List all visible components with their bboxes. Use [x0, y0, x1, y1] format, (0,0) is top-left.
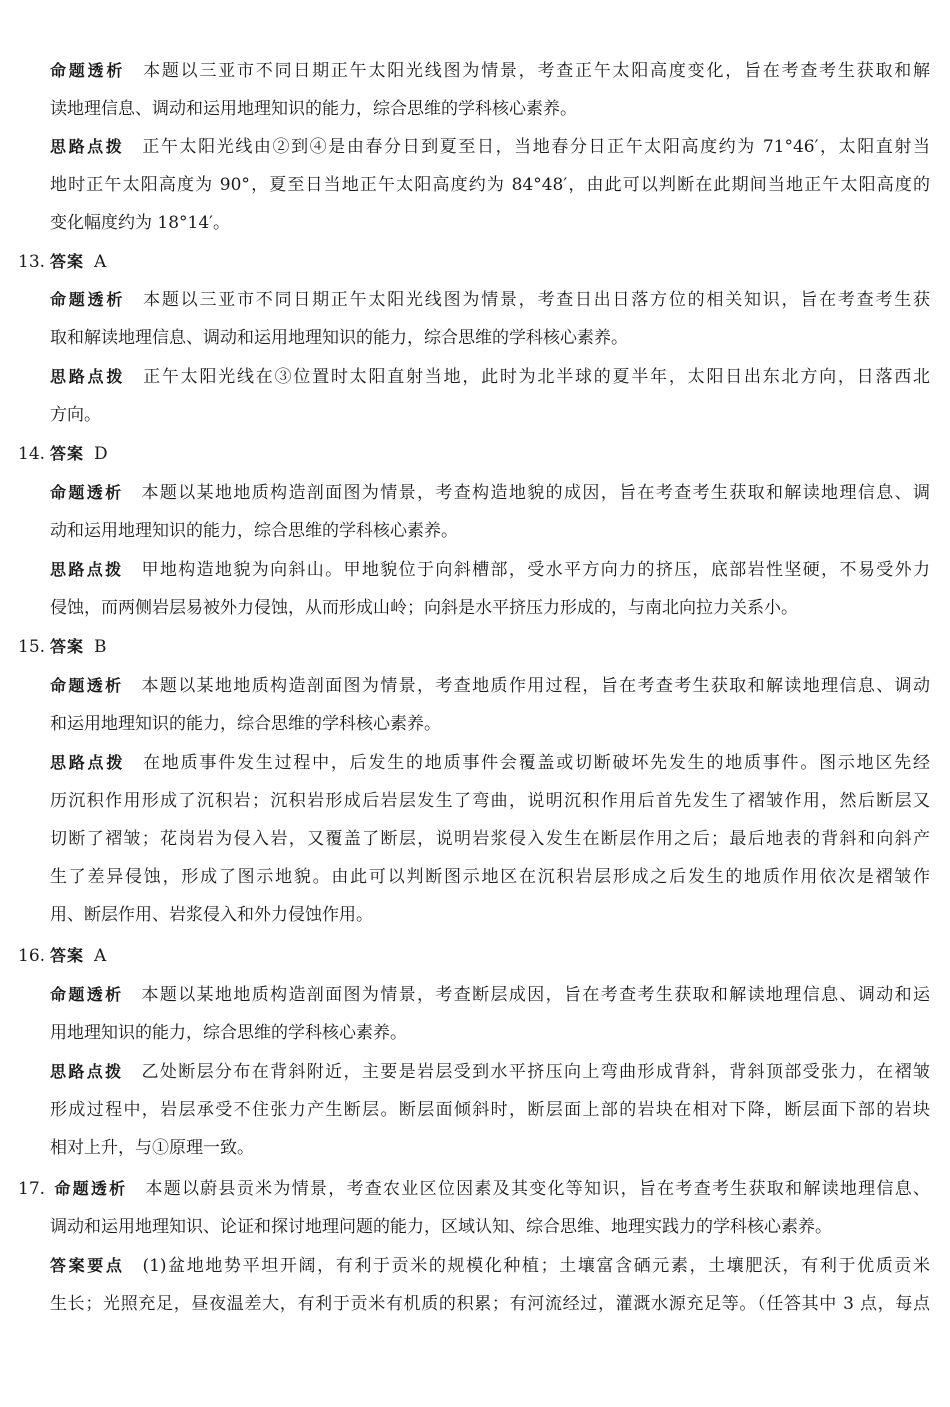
analysis-label: 命题透析 [50, 676, 124, 695]
analysis-label: 命题透析 [50, 61, 126, 80]
q16-analysis-line-2: 用地理知识的能力，综合思维的学科核心素养。 [50, 1023, 407, 1043]
question-number: 14. [18, 444, 46, 464]
question-number: 16. [18, 946, 46, 966]
q16-analysis-line-1: 命题透析 本题以某地地质构造剖面图为情景，考查断层成因，旨在考查考生获取和解读地理信息、调动和运 [50, 985, 930, 1005]
q17-analysis-line-2: 调动和运用地理知识、论证和探讨地理问题的能力，区域认知、综合思维、地理实践力的学科核心素养。 [50, 1217, 832, 1237]
answer-label: 答案 [50, 946, 85, 965]
q16-answer-line [0, 937, 950, 975]
q15-hint-line-2: 历沉积作用形成了沉积岩；沉积岩形成后岩层发生了弯曲，说明沉积作用后首先发生了褶皱作用，然后断层又 [50, 791, 930, 811]
q13-hint-line-1: 思路点拨 正午太阳光线在③位置时太阳直射当地，此时为北半球的夏半年，太阳日出东北方向，日落西北 [50, 367, 930, 387]
hint-label: 思路点拨 [50, 137, 125, 156]
q15-analysis-line-1: 命题透析 本题以某地地质构造剖面图为情景，考查地质作用过程，旨在考查考生获取和解读地理信息、调动 [50, 676, 930, 696]
q17-key-line-1: 答案要点 (1)盆地地势平坦开阔，有利于贡米的规模化种植；土壤富含硒元素，土壤肥沃，有利于优质贡米 [50, 1256, 930, 1276]
q12-hint-line-3: 变化幅度约为 18°14′。 [50, 213, 231, 233]
q14-answer-line [0, 435, 950, 473]
q15-hint-line-4: 生了差异侵蚀，形成了图示地貌。由此可以判断图示地区在沉积岩层形成之后发生的地质作用依次是褶皱作 [50, 867, 930, 887]
analysis-label: 命题透析 [50, 985, 124, 1004]
q13-hint-line-2: 方向。 [50, 405, 101, 425]
answer-label: 答案 [50, 444, 85, 463]
answer-letter: A [94, 252, 107, 272]
q17-analysis-line-1: 17. 命题透析 本题以蔚县贡米为情景，考查农业区位因素及其变化等知识，旨在考查考生获取和解读地理信息、 [18, 1179, 930, 1199]
q15-hint-line-1: 思路点拨 在地质事件发生过程中，后发生的地质事件会覆盖或切断破坏先发生的地质事件。图示地区先经 [50, 753, 930, 773]
q12-analysis-line-2: 读地理信息、调动和运用地理知识的能力，综合思维的学科核心素养。 [50, 99, 577, 119]
q14-hint-line-2: 侵蚀，而两侧岩层易被外力侵蚀，从而形成山岭；向斜是水平挤压力形成的，与南北向拉力关系小。 [50, 598, 798, 618]
q16-hint-line-1: 思路点拨 乙处断层分布在背斜附近，主要是岩层受到水平挤压向上弯曲形成背斜，背斜顶部受张力，在褶皱 [50, 1062, 930, 1082]
answer-letter: B [94, 637, 107, 657]
key-points-label: 答案要点 [50, 1256, 125, 1275]
q14-analysis-line-2: 动和运用地理知识的能力，综合思维的学科核心素养。 [50, 521, 458, 541]
q12-analysis-line-1: 命题透析 本题以三亚市不同日期正午太阳光线图为情景，考查正午太阳高度变化，旨在考查考生获取和解 [50, 61, 930, 81]
hint-label: 思路点拨 [50, 560, 124, 579]
analysis-label: 命题透析 [53, 1179, 128, 1198]
q14-hint-line-1: 思路点拨 甲地构造地貌为向斜山。甲地貌位于向斜槽部，受水平方向力的挤压，底部岩性坚硬，不易受外力 [50, 560, 930, 580]
q15-answer-line [0, 628, 950, 666]
q14-analysis-line-1: 命题透析 本题以某地地质构造剖面图为情景，考查构造地貌的成因，旨在考查考生获取和解读地理信息、调 [50, 483, 930, 503]
answer-label: 答案 [50, 252, 85, 271]
q12-hint-line-1: 思路点拨 正午太阳光线由②到④是由春分日到夏至日，当地春分日正午太阳高度约为 71°46′，太阳直射当 [50, 137, 930, 157]
analysis-label: 命题透析 [50, 483, 124, 502]
answer-letter: A [94, 946, 107, 966]
hint-label: 思路点拨 [50, 753, 126, 772]
question-number: 13. [18, 252, 46, 272]
q13-analysis-line-1: 命题透析 本题以三亚市不同日期正午太阳光线图为情景，考查日出日落方位的相关知识，旨在考查考生获 [50, 290, 930, 310]
q13-analysis-line-2: 取和解读地理信息、调动和运用地理知识的能力，综合思维的学科核心素养。 [50, 328, 628, 348]
q15-hint-line-5: 用、断层作用、岩浆侵入和外力侵蚀作用。 [50, 905, 373, 925]
analysis-label: 命题透析 [50, 290, 126, 309]
q16-hint-line-3: 相对上升，与①原理一致。 [50, 1138, 254, 1158]
q13-answer-line [0, 243, 950, 281]
q15-analysis-line-2: 和运用地理知识的能力，综合思维的学科核心素养。 [50, 714, 441, 734]
hint-label: 思路点拨 [50, 367, 126, 386]
answer-label: 答案 [50, 637, 85, 656]
q15-hint-line-3: 切断了褶皱；花岗岩为侵入岩，又覆盖了断层，说明岩浆侵入发生在断层作用之后；最后地表的背斜和向斜产 [50, 829, 930, 849]
answer-letter: D [94, 444, 108, 464]
q12-hint-line-2: 地时正午太阳高度为 90°，夏至日当地正午太阳高度约为 84°48′，由此可以判断在此期间当地正午太阳高度的 [50, 175, 930, 195]
question-number: 17. [18, 1179, 46, 1199]
question-number: 15. [18, 637, 46, 657]
hint-label: 思路点拨 [50, 1062, 124, 1081]
q17-key-line-2: 生长；光照充足，昼夜温差大，有利于贡米有机质的积累；有河流经过，灌溉水源充足等。（任答其中 3 点，每点 [50, 1294, 930, 1314]
q16-hint-line-2: 形成过程中，岩层承受不住张力产生断层。断层面倾斜时，断层面上部的岩块在相对下降，断层面下部的岩块 [50, 1100, 930, 1120]
